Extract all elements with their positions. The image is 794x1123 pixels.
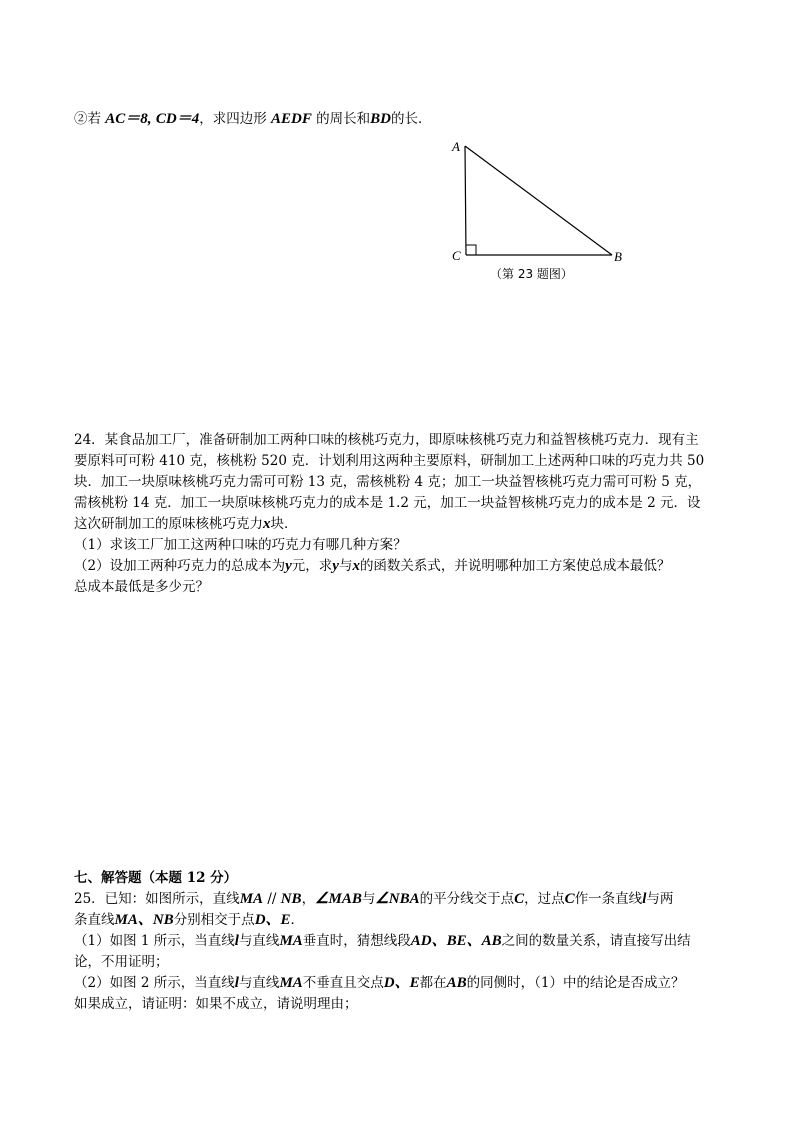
q25-comma: ， [301,891,316,907]
q23-part2-prefix: ②若 [74,111,106,127]
q25-text-8: ． [290,912,305,928]
side-ac [465,146,466,255]
q24-part-2-text-d: 的函数关系式，并说明哪种加工方案使总成本最低？ [359,558,671,574]
q24-part-2-text-c: 与 [338,558,353,574]
q23-text-2: 的周长和 [311,111,371,127]
parallel-sign: // [263,891,281,907]
section-7-title: 七、解答题（本题 12 分） [74,870,238,886]
q24-part-2 [74,556,670,576]
quad-aedf: AEDF [271,111,312,127]
q25-p1-text-d: 之间的数量关系，请直接写出结 [501,933,691,949]
q25-p2-text-e: 的同侧时，（1）中的结论是否成立？ [466,975,685,991]
q24-line-3: 块．加工一块原味核桃巧克力需可可粉 13 克，需核桃粉 4 克；加工一块益智核桃巧克力需可可粉 5 克， [74,474,702,490]
q25-text-5: 与两 [646,891,674,907]
var-x: x [263,516,271,532]
q25-text-3: ，过点 [524,891,565,907]
side-ab [465,146,612,255]
segment-ab: AB [446,975,467,991]
line-l: l [642,891,647,907]
q24-line-5-end: 块． [270,516,298,532]
q25-text-1: 25．已知：如图所示，直线 [74,891,240,907]
line-nb: NB [280,891,302,907]
q24-part-2-cont: 总成本最低是多少元？ [74,579,209,595]
q24-line-5 [74,514,298,534]
point-c-2: C [564,891,575,907]
lines-ma-nb: MA、NB [114,912,174,928]
point-c: C [514,891,525,907]
q24-line-2: 要原料可可粉 410 克，核桃粉 520 克．计划利用这两种主要原料，研制加工上述两种口味的巧克力共 50 [74,453,705,469]
q25-p1-text-b: 与直线 [238,933,280,949]
q25-text-2: 的平分线交于点 [419,891,515,907]
q23-part2-line [74,109,432,129]
q25-p2-text-c: 不垂直且交点 [302,975,384,991]
q24-line-4: 需核桃粉 14 克．加工一块原味核桃巧克力的成本是 1.2 元，加工一块益智核桃巧克力的成本是 2 元．设 [74,495,701,511]
q24-part-1: （1）求该工厂加工这两种口味的巧克力有哪几种方案？ [74,537,407,553]
q25-text-4: 作一条直线 [574,891,643,907]
line-ma-2: MA [279,933,303,949]
segments-ad-be-ab: AD、BE、AB [410,933,502,949]
q25-p2-text-d: 都在 [419,975,447,991]
q25-p1-text-c: 垂直时，猜想线段 [302,933,411,949]
q25-p2-text-b: 与直线 [238,975,280,991]
q23-text-3: 的长． [391,111,432,127]
q25-text-7: 分别相交于点 [173,912,255,928]
var-y: y [285,558,292,574]
q25-part-2-cont: 如果成立，请证明：如果不成立，请说明理由； [74,996,358,1012]
label-b: B [614,249,622,264]
label-a: A [452,139,460,154]
label-c: C [452,248,461,263]
angle-nba: ∠NBA [375,891,420,907]
q23-text-1: ，求四边形 [199,111,271,127]
q25-part-1-cont: 论，不用证明； [74,954,169,970]
right-angle-mark [466,245,476,255]
figure-23-triangle [440,135,640,285]
q25-part-1 [74,931,691,951]
line-l-3: l [234,975,239,991]
var-y-2: y [332,558,339,574]
q24-part-2-text-a: （2）设加工两种巧克力的总成本为 [74,558,286,574]
angle-mab: ∠MAB [315,891,362,907]
line-ma: MA [239,891,264,907]
q24-line-1: 24．某食品加工厂，准备研制加工两种口味的核桃巧克力，即原味核桃巧克力和益智核桃巧克力．现有主 [74,432,699,448]
segment-bd: BD [370,111,391,127]
q25-line-2 [74,910,304,930]
ac-equation: AC＝8, [105,111,152,127]
q24-line-5-text: 这次研制加工的原味核桃巧克力 [74,516,263,532]
q25-text-6: 条直线 [74,912,115,928]
q25-and: 与 [361,891,376,907]
q24-part-2-text-b: 元，求 [291,558,333,574]
line-ma-3: MA [279,975,303,991]
figure-23-caption: （第 23 题图） [490,267,573,281]
q25-line-1 [74,889,673,909]
points-d-e-2: D、E [383,975,420,991]
line-l-2: l [234,933,239,949]
points-d-e: D、E [254,912,291,928]
q25-p2-text-a: （2）如图 2 所示，当直线 [74,975,235,991]
var-x-2: x [352,558,360,574]
q25-part-2 [74,973,684,993]
q25-p1-text-a: （1）如图 1 所示，当直线 [74,933,235,949]
cd-equation: CD＝4 [155,111,200,127]
